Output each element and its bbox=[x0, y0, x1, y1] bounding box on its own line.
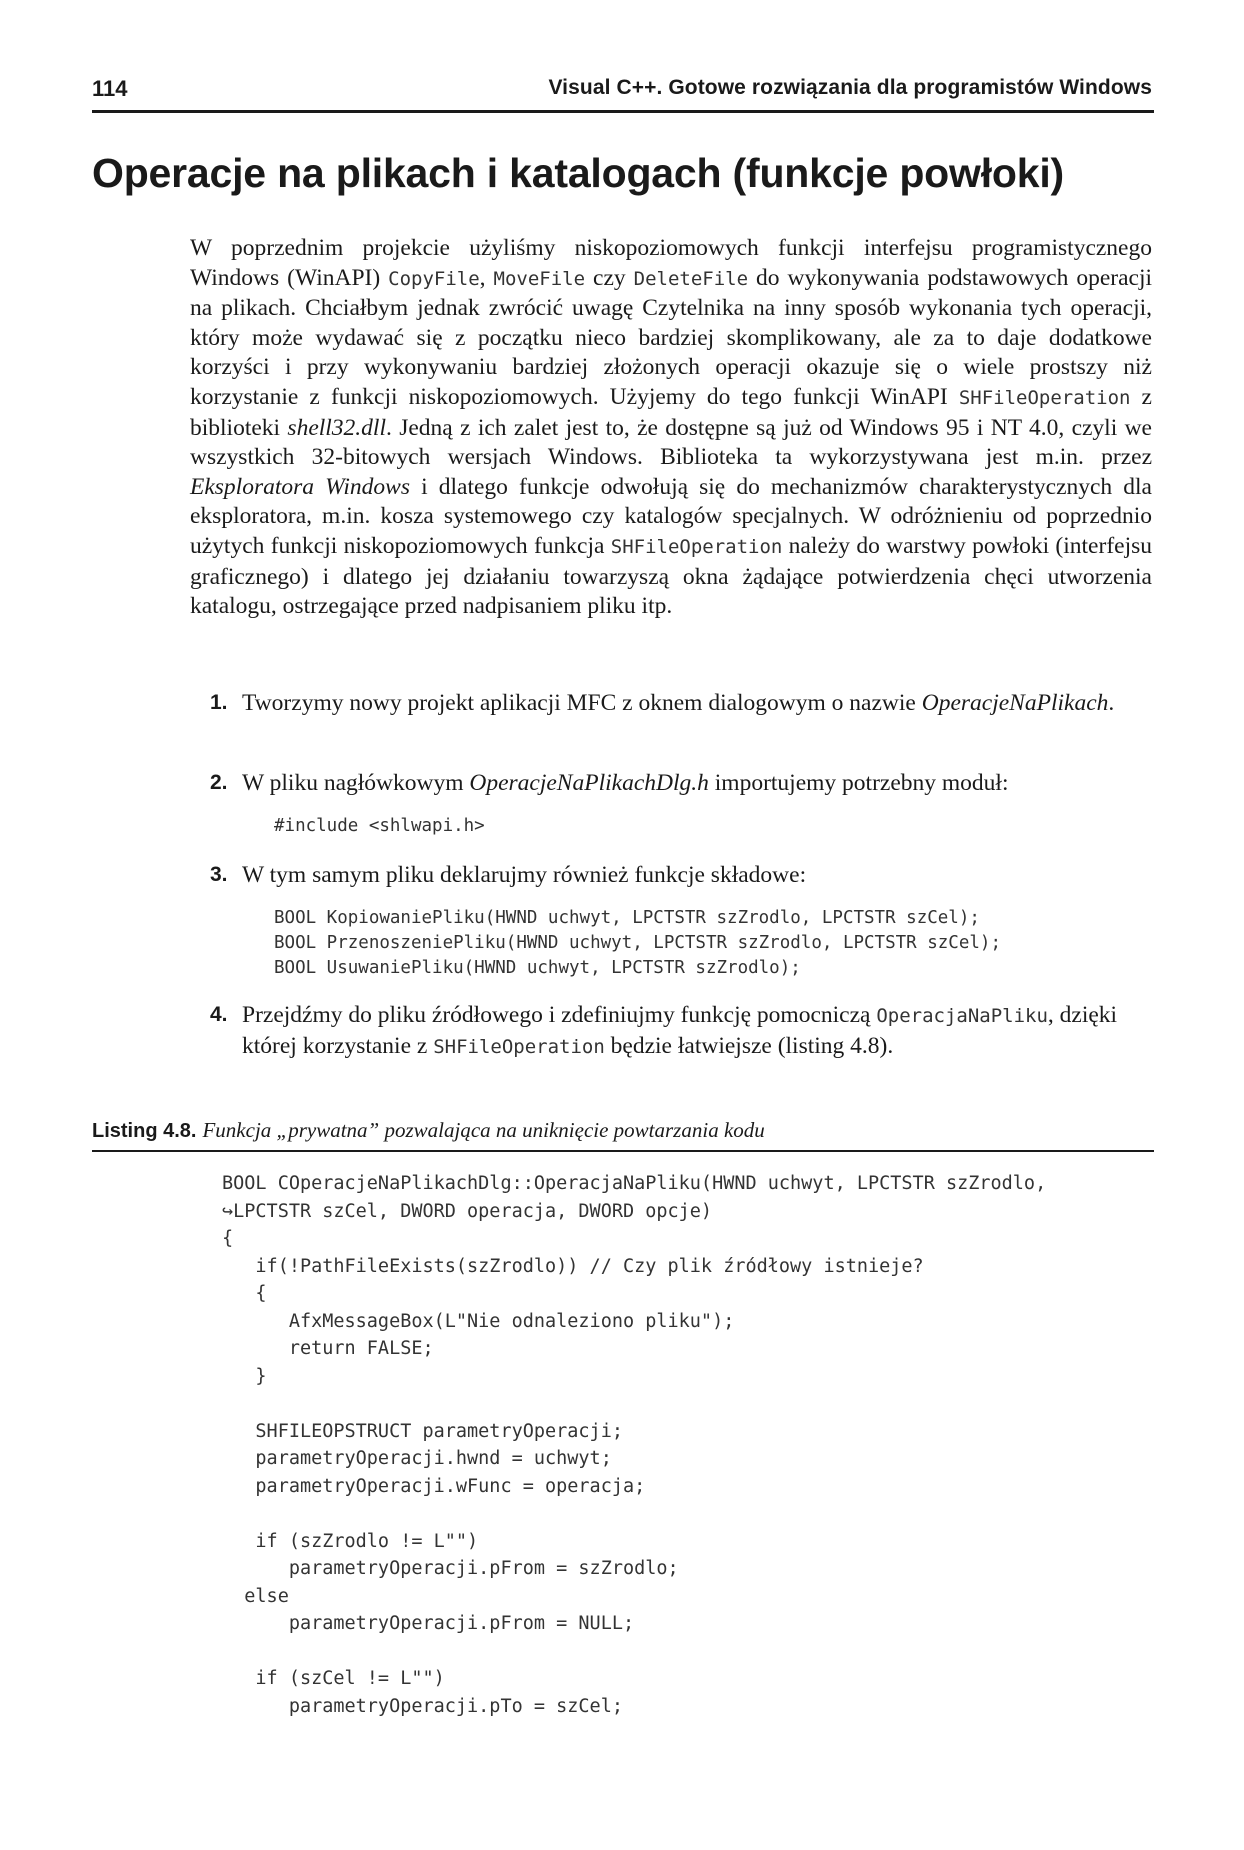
inline-code: SHFileOperation bbox=[958, 386, 1131, 409]
step-text: W pliku nagłówkowym OperacjeNaPlikachDlg.h importujemy potrzebny moduł: bbox=[242, 770, 1009, 796]
code-line: { bbox=[222, 1228, 234, 1249]
step-text: Przejdźmy do pliku źródłowego i zdefiniujmy funkcję pomocniczą OperacjaNaPliku, dzięki której korzystanie z SHFileOperation będzie łatwiejsze (listing 4.8). bbox=[242, 1002, 1118, 1059]
book-title: Visual C++. Gotowe rozwiązania dla programistów Windows bbox=[548, 76, 1152, 99]
code-line: } bbox=[222, 1365, 267, 1387]
library-name: shell32.dll bbox=[287, 414, 386, 441]
code-line: BOOL KopiowaniePliku(HWND uchwyt, LPCTSTR szZrodlo, LPCTSTR szCel); bbox=[274, 908, 980, 928]
code-line: parametryOperacji.pTo = szCel; bbox=[222, 1695, 623, 1717]
code-line bbox=[222, 1638, 1046, 1666]
code-line bbox=[222, 1390, 1046, 1418]
step-text: Tworzymy nowy projekt aplikacji MFC z oknem dialogowym o nazwie OperacjeNaPlikach. bbox=[242, 690, 1115, 716]
code-line: AfxMessageBox(L"Nie odnaleziono pliku"); bbox=[222, 1310, 735, 1332]
code-line: if (szZrodlo != L"") bbox=[222, 1530, 479, 1552]
code-listing bbox=[222, 1170, 1046, 1720]
intro-paragraph: W poprzednim projekcie użyliśmy niskopoziomowych funkcji interfejsu programistycznego Windows (WinAPI) CopyFile, MoveFile czy DeleteFile do wykonywania podstawowych operacji na plikach. Chciałbym jednak zwrócić uwagę Czytelnika na inny sposób wykonania tych operacji, który może wydawać się z początku nieco bardziej skomplikowany, ale za to daje dodatkowe korzyści i przy wykonywaniu bardziej złożonych operacji okazuje się o wiele prostszy niż korzystanie z funkcji niskopoziomowych. Użyjemy do tego funkcji WinAPI SHFileOperation z biblioteki shell32.dll. Jedną z ich zalet jest to, że dostępne są już od Windows 95 i NT 4.0, czyli we wszystkich 32-bitowych wersjach Windows. Biblioteka ta wykorzystywana jest m.in. przez Eksploratora Windows i dlatego funkcje odwołują się do mechanizmów charakterystycznych dla eksploratora, m.in. kosza systemowego czy katalogów specjalnych. W odróżnieniu od poprzednio użytych funkcji niskopoziomowych funkcja SHFileOperation należy do warstwy powłoki (interfejsu graficznego) i dlatego jej działaniu towarzyszą okna żądające potwierdzenia chęci utworzenia katalogu, ostrzegające przed nadpisaniem pliku itp. bbox=[190, 235, 1152, 620]
code-line: SHFILEOPSTRUCT parametryOperacji; bbox=[222, 1420, 623, 1442]
program-name: Eksploratora Windows bbox=[190, 473, 411, 500]
listing-caption bbox=[92, 1118, 1154, 1152]
code-line: if (szCel != L"") bbox=[222, 1668, 445, 1689]
step-text: W tym samym pliku deklarujmy również funkcje składowe: bbox=[242, 862, 807, 888]
page-number: 114 bbox=[92, 76, 128, 101]
code-declarations bbox=[274, 906, 1001, 981]
code-line: parametryOperacji.hwnd = uchwyt; bbox=[222, 1448, 612, 1469]
code-line: parametryOperacji.pFrom = szZrodlo; bbox=[222, 1558, 679, 1579]
step-number: 3. bbox=[210, 863, 228, 886]
listing-caption-text: Funkcja „prywatna” pozwalająca na uniknięcie powtarzania kodu bbox=[202, 1118, 765, 1142]
step-number: 2. bbox=[210, 771, 228, 794]
listing-label: Listing 4.8. bbox=[92, 1120, 197, 1142]
code-line: parametryOperacji.wFunc = operacja; bbox=[222, 1475, 646, 1497]
code-line: if(!PathFileExists(szZrodlo)) // Czy plik źródłowy istnieje? bbox=[222, 1255, 924, 1277]
code-line: parametryOperacji.pFrom = NULL; bbox=[222, 1613, 635, 1634]
step-number: 1. bbox=[210, 691, 228, 714]
section-title: Operacje na plikach i katalogach (funkcje powłoki) bbox=[92, 150, 1064, 196]
running-header bbox=[92, 74, 1154, 113]
code-line: return FALSE; bbox=[222, 1338, 434, 1359]
code-line: { bbox=[222, 1283, 267, 1304]
step-number: 4. bbox=[210, 1003, 228, 1026]
code-line: ↪LPCTSTR szCel, DWORD operacja, DWORD opcje) bbox=[222, 1200, 713, 1222]
code-line: BOOL COperacjeNaPlikachDlg::OperacjaNaPliku(HWND uchwyt, LPCTSTR szZrodlo, bbox=[222, 1173, 1047, 1194]
code-include: #include <shlwapi.h> bbox=[274, 816, 485, 836]
inline-code: MoveFile bbox=[493, 267, 586, 290]
inline-code: SHFileOperation bbox=[610, 535, 783, 558]
inline-code: CopyFile bbox=[388, 267, 480, 290]
code-line: else bbox=[222, 1585, 289, 1607]
inline-code: DeleteFile bbox=[633, 267, 749, 290]
code-line: BOOL PrzenoszeniePliku(HWND uchwyt, LPCTSTR szZrodlo, LPCTSTR szCel); bbox=[274, 933, 1001, 953]
code-line: BOOL UsuwaniePliku(HWND uchwyt, LPCTSTR szZrodlo); bbox=[274, 958, 801, 978]
code-line bbox=[222, 1500, 1046, 1528]
